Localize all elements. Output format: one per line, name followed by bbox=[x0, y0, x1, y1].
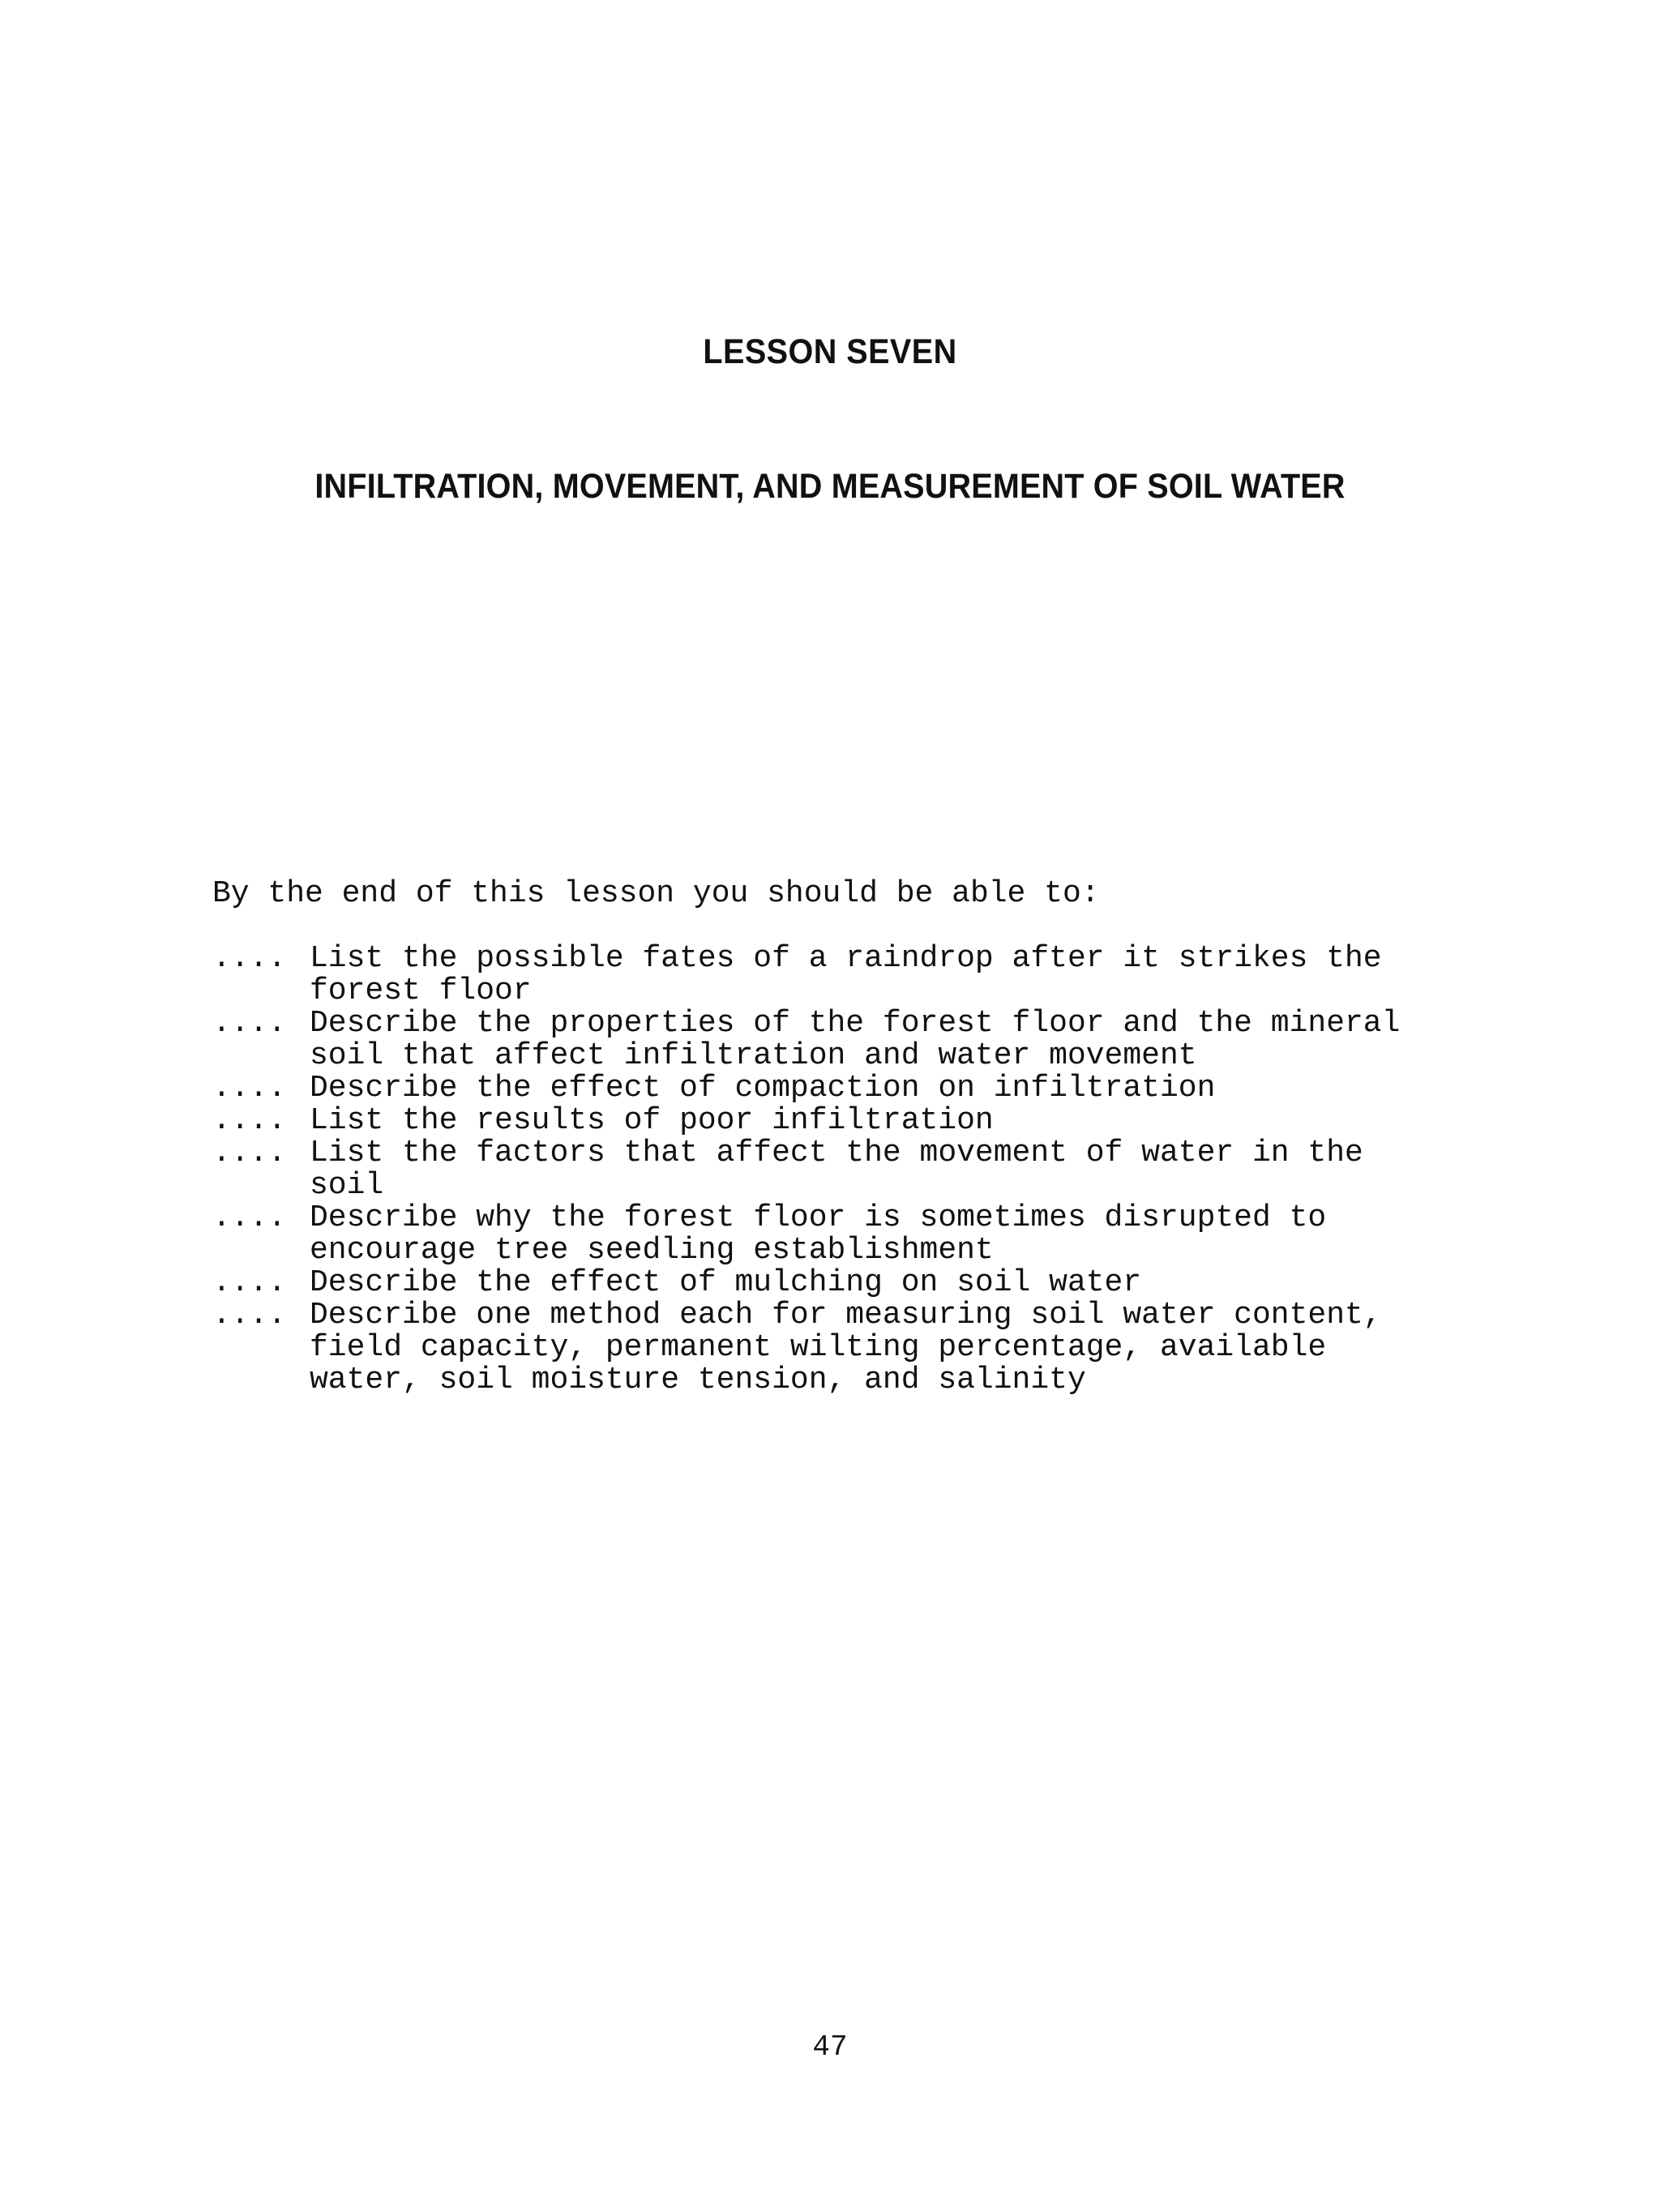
objective-item bbox=[212, 1137, 1509, 1202]
objective-bullet: .... bbox=[212, 1103, 287, 1138]
objective-bullet: .... bbox=[212, 1071, 287, 1106]
objective-bullet: .... bbox=[212, 1200, 287, 1235]
objective-bullet: .... bbox=[212, 1265, 287, 1300]
objective-text: List the factors that affect the movement of water in the soil bbox=[310, 1136, 1363, 1203]
objective-bullet: .... bbox=[212, 1006, 287, 1041]
page-number: 47 bbox=[812, 2030, 848, 2064]
objective-text: Describe the effect of compaction on infiltration bbox=[310, 1071, 1216, 1106]
objective-item bbox=[212, 943, 1509, 1008]
objective-item bbox=[212, 1299, 1509, 1397]
objective-text: Describe the properties of the forest floor and the mineral soil that affect infiltration and water movement bbox=[310, 1006, 1401, 1073]
objective-item bbox=[212, 1267, 1509, 1299]
objective-text: Describe why the forest floor is sometimes disrupted to encourage tree seedling establishment bbox=[310, 1200, 1327, 1268]
objective-item bbox=[212, 1105, 1509, 1137]
objective-text: Describe the effect of mulching on soil water bbox=[310, 1265, 1142, 1300]
objective-bullet: .... bbox=[212, 941, 287, 976]
lesson-label: LESSON SEVEN bbox=[703, 332, 957, 371]
objective-bullet: .... bbox=[212, 1298, 287, 1333]
objective-item bbox=[212, 1008, 1509, 1072]
lesson-title: INFILTRATION, MOVEMENT, AND MEASUREMENT OF SOIL WATER bbox=[314, 467, 1346, 506]
objectives-list bbox=[212, 943, 1509, 1397]
objective-text: List the results of poor infiltration bbox=[310, 1103, 994, 1138]
objective-item bbox=[212, 1072, 1509, 1105]
objective-bullet: .... bbox=[212, 1136, 287, 1170]
objective-text: Describe one method each for measuring soil water content, field capacity, permanent wilting percentage, available water, soil moisture tension, and salinity bbox=[310, 1298, 1382, 1397]
objective-text: List the possible fates of a raindrop after it strikes the forest floor bbox=[310, 941, 1382, 1008]
objective-item bbox=[212, 1202, 1509, 1267]
objectives-intro: By the end of this lesson you should be able to: bbox=[212, 876, 1100, 911]
